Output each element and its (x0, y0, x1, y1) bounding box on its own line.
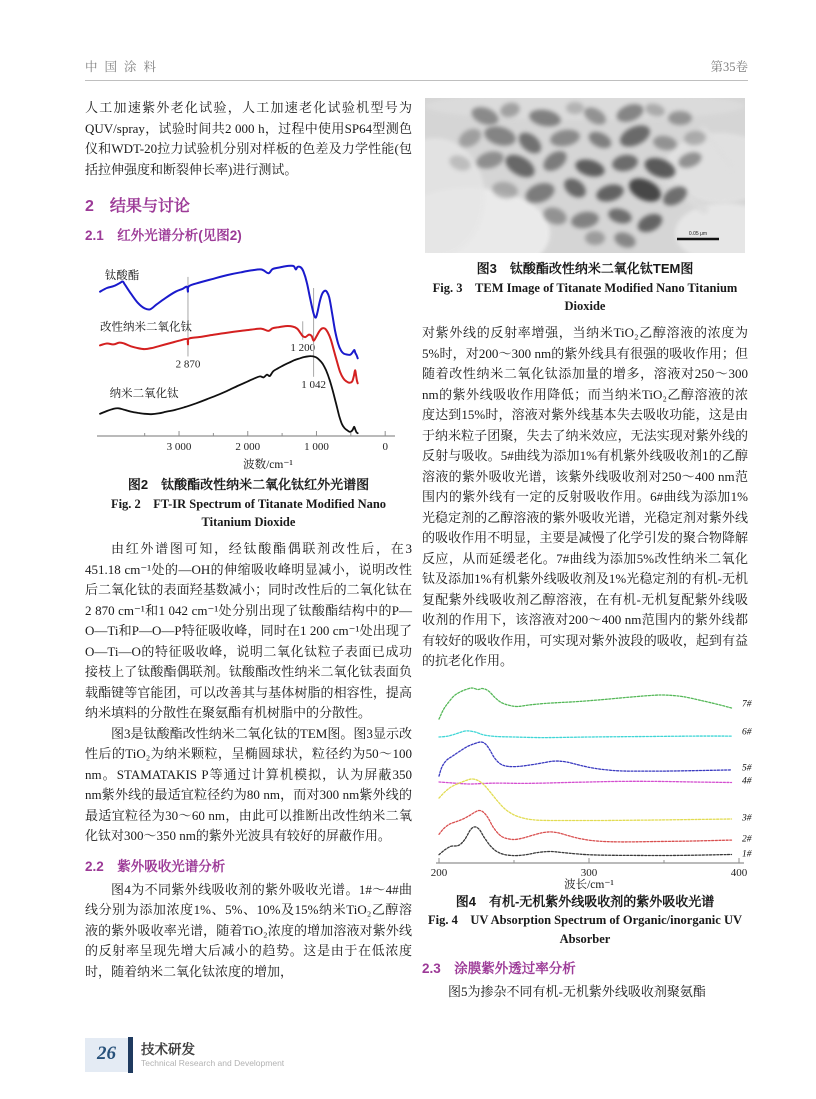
figure-2-caption-zh: 图2 钛酸酯改性纳米二氧化钛红外光谱图 (127, 477, 370, 492)
svg-text:波数/cm⁻¹: 波数/cm⁻¹ (243, 459, 293, 471)
svg-text:200: 200 (430, 866, 448, 879)
footer-dept-zh: 技术研发 (141, 1042, 195, 1058)
left-column (85, 98, 412, 1002)
svg-text:4#: 4# (742, 775, 752, 786)
footer-divider-bar (128, 1037, 133, 1073)
paragraph: 图4为不同紫外线吸收剂的紫外吸收光谱。1#～4#曲线分别为添加浓度1%、5%、10%及15%纳米TiO₂乙醇溶液的紫外吸收率光谱，随着TiO₂浓度的增加溶液对紫外线的反射率呈现先增大后减小的趋势。这是由于在低浓度时，随着纳米二氧化钛浓度的增加， (85, 881, 412, 979)
svg-text:1#: 1# (742, 849, 752, 860)
figure-3 (422, 98, 748, 316)
svg-text:1 042: 1 042 (301, 378, 326, 391)
ftir-spectrum-chart (85, 249, 415, 474)
svg-text:0.05 μm: 0.05 μm (688, 231, 708, 237)
figure-2-caption (85, 475, 412, 532)
paragraph: 由红外谱图可知，经钛酸酯偶联剂改性后，在3 451.18 cm⁻¹处的—OH的伸缩吸收峰明显减小，说明改性后二氧化钛的表面羟基数减小；同时改性后的二氧化钛在2 870 cm⁻¹和1 042 cm⁻¹处分别出现了钛酸酯结构中的P—O—Ti和P—O—P特征吸收峰，同时在1 200 cm⁻¹处出现了O—Ti—O的特征吸收峰，说明二氧化钛粒子表面已成功接枝上了钛酸酯偶联剂。钛酸酯改性纳米二氧化钛表面负载酯键等官能团，可以改善其与基体树脂的相容性，提高纳米填料的分散性在聚氨酯有机树脂中的分散性。 (85, 541, 412, 720)
section-heading-results: 2 结果与讨论 (85, 198, 190, 215)
svg-text:7#: 7# (742, 699, 752, 710)
paragraph: 对紫外线的反射率增强，当纳米TiO₂乙醇溶液的浓度为5%时，对200～300 nm的紫外线具有很强的吸收作用；但随着改性纳米二氧化钛添加量的增多，溶液对250～300 nm的紫外线吸收作用降低；而当纳米TiO₂乙醇溶液的浓度达到15%时，溶液对紫外线基本失去吸收功能，这是由于纳米粒子团聚，失去了纳米效应，无法实现对紫外线的反射与吸收。5#曲线为添加1%有机紫外线吸收剂1的乙醇溶液的紫外吸收光谱，该紫外线吸收剂对250～400 nm范围内的紫外线有一定的反射吸收作用。6#曲线为添加1%光稳定剂的乙醇溶液的紫外吸收光谱，光稳定剂对紫外线的吸收作用不明显，主要是减慢了化学引发的聚合物降解反应，从而延缓老化。7#曲线为添加5%改性纳米二氧化钛及添加1%有机紫外线吸收剂及1%光稳定剂的有机-无机复配紫外线吸收剂乙醇溶液，在有机-无机复配紫外线吸收剂的作用下，该溶液对200～400 nm范围内的紫外线都有较好的吸收作用，可实现对紫外波段的吸收，起到有益的抗老化作用。 (422, 325, 748, 668)
svg-text:钛酸酯: 钛酸酯 (104, 269, 140, 282)
svg-text:300: 300 (580, 866, 598, 879)
tem-image (425, 98, 745, 253)
svg-text:5#: 5# (742, 763, 752, 773)
page-number: 26 (85, 1038, 128, 1072)
svg-text:纳米二氧化钛: 纳米二氧化钛 (109, 388, 179, 401)
figure-2 (85, 249, 412, 532)
svg-text:2#: 2# (742, 834, 752, 845)
paragraph: 图5为掺杂不同有机-无机紫外线吸收剂聚氨酯 (448, 983, 706, 999)
footer-department (141, 1042, 284, 1068)
subsection-heading-ir: 2.1 红外光谱分析(见图2) (85, 228, 242, 243)
figure-4-caption-en: Fig. 4 UV Absorption Spectrum of Organic/inorganic UV Absorber (427, 913, 742, 946)
page-footer (85, 1037, 284, 1073)
right-column (422, 98, 752, 1002)
footer-dept-en: Technical Research and Development (141, 1057, 285, 1068)
subsection-heading-film: 2.3 涂膜紫外透过率分析 (422, 960, 576, 976)
figure-3-caption-zh: 图3 钛酸酯改性纳米二氧化钛TEM图 (476, 261, 694, 276)
figure-2-caption-en: Fig. 2 FT-IR Spectrum of Titanate Modified Nano Titanium Dioxide (110, 496, 387, 530)
figure-4-caption-zh: 图4 有机-无机紫外线吸收剂的紫外吸收光谱 (455, 893, 715, 909)
figure-4 (422, 676, 752, 949)
svg-text:3#: 3# (742, 812, 752, 823)
figure-3-caption-en: Fig. 3 TEM Image of Titanate Modified Nano Titanium Dioxide (432, 280, 738, 314)
svg-text:6#: 6# (742, 726, 752, 737)
two-column-body (85, 98, 752, 1002)
svg-text:0: 0 (382, 441, 388, 453)
page-header (85, 57, 748, 81)
svg-text:400: 400 (730, 866, 748, 879)
figure-4-caption (422, 892, 748, 949)
svg-text:波长/cm⁻¹: 波长/cm⁻¹ (564, 878, 614, 891)
journal-name: 中国涂料 (85, 60, 164, 74)
subsection-heading-uv: 2.2 紫外吸收光谱分析 (85, 858, 226, 874)
svg-text:2 870: 2 870 (175, 358, 201, 371)
svg-text:1 200: 1 200 (290, 341, 316, 354)
svg-text:1 000: 1 000 (304, 441, 329, 453)
paragraph: 人工加速紫外老化试验，人工加速老化试验机型号为QUV/spray，试验时间共2 000 h，过程中使用SP64型测色仪和WDT-20拉力试验机分别对样板的色差及力学性能(包括拉伸强度和断裂伸长率)进行测试。 (85, 100, 412, 177)
svg-text:3 000: 3 000 (166, 441, 192, 453)
uv-absorption-chart (422, 676, 752, 891)
svg-text:2 000: 2 000 (235, 441, 261, 453)
svg-text:改性纳米二氧化钛: 改性纳米二氧化钛 (100, 321, 192, 334)
volume-label: 第35卷 (710, 60, 748, 74)
figure-3-caption (422, 259, 748, 316)
paragraph: 图3是钛酸酯改性纳米二氧化钛的TEM图。图3显示改性后的TiO₂为纳米颗粒，呈椭圆球状，粒径约为50～100 nm。STAMATAKIS P等通过计算机模拟，认为屏蔽350 nm紫外线的最适宜粒径约为80 nm，而对300 nm紫外线的最适宜粒径为30～60 nm，由此可以推断出改性纳米二氧化钛对300～350 nm的紫外光波具有较好的屏蔽作用。 (85, 725, 412, 843)
